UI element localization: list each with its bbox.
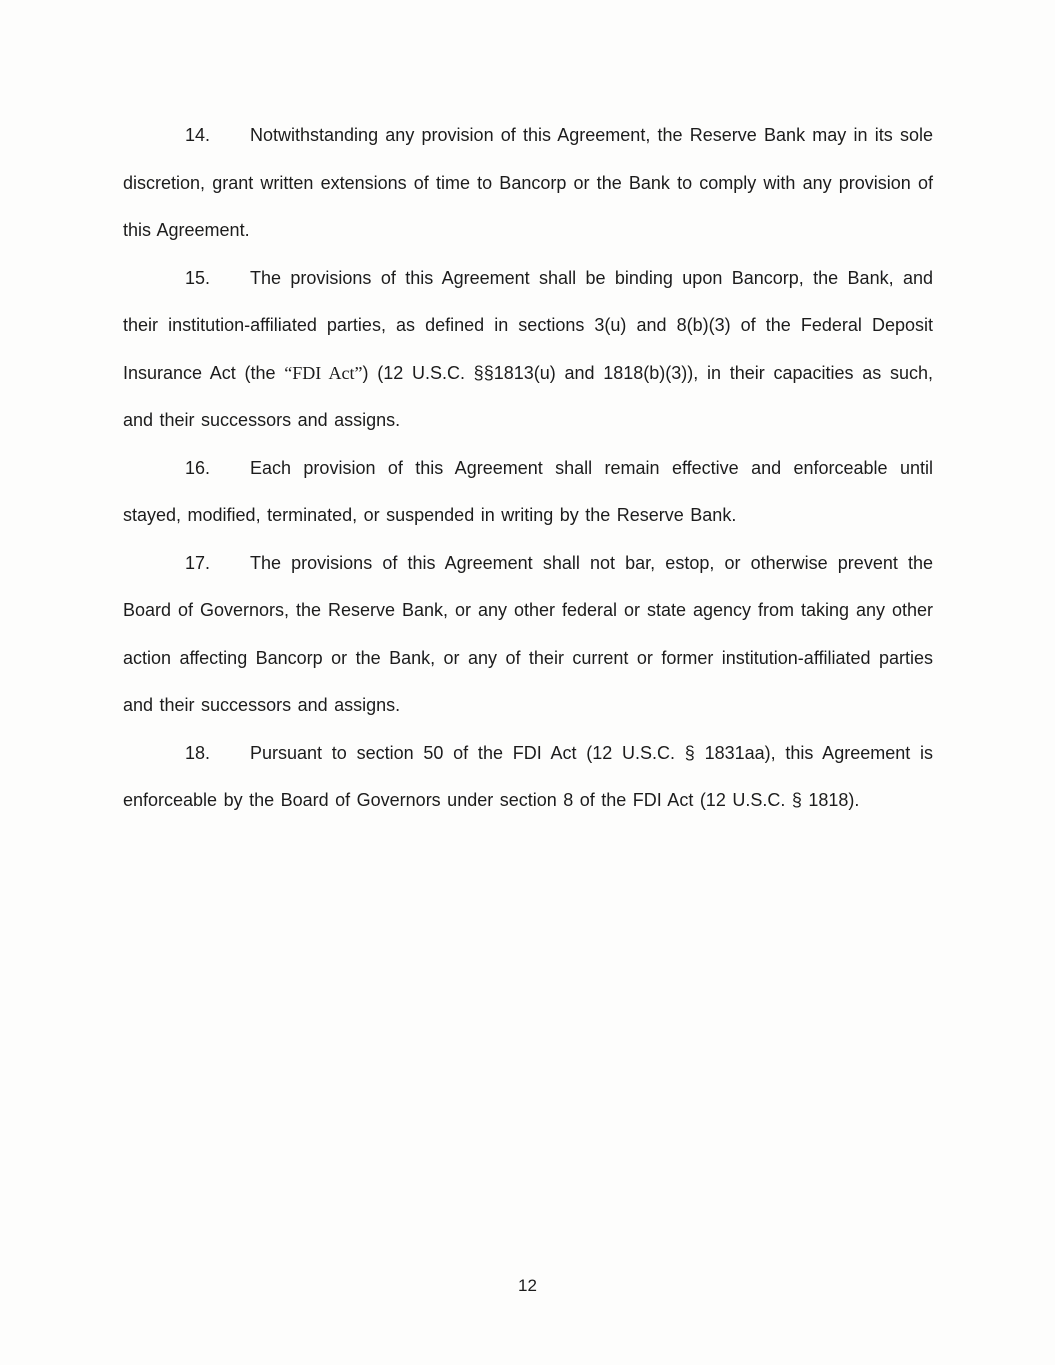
paragraph-17 bbox=[123, 540, 933, 730]
paragraph-18-text: Pursuant to section 50 of the FDI Act (12 U.S.C. § 1831aa), this Agreement is enforceable by the Board of Governors under section 8 of the FDI Act (12 U.S.C. § 1818). bbox=[123, 742, 933, 810]
paragraph-14-number: 14. bbox=[185, 125, 211, 145]
paragraph-18 bbox=[123, 730, 933, 825]
paragraph-14-text: Notwithstanding any provision of this Agreement, the Reserve Bank may in its sole discretion, grant written extensions of time to Bancorp or the Bank to comply with any provision of this Agreement. bbox=[123, 125, 933, 240]
page-number: 12 bbox=[518, 1276, 537, 1295]
paragraph-15-number: 15. bbox=[185, 267, 211, 288]
paragraph-18-number: 18. bbox=[185, 742, 211, 763]
paragraph-16-text: Each provision of this Agreement shall remain effective and enforceable until stayed, modified, terminated, or suspended in writing by the Reserve Bank. bbox=[123, 457, 933, 525]
paragraph-16 bbox=[123, 445, 933, 540]
paragraph-16-number: 16. bbox=[185, 457, 211, 478]
paragraph-17-text: The provisions of this Agreement shall not bar, estop, or otherwise prevent the Board of Governors, the Reserve Bank, or any other federal or state agency from taking any other action affecting Bancorp or the Bank, or any of their current or former institution-affiliated parties and their successors and assigns. bbox=[123, 552, 933, 715]
agreement-body bbox=[123, 112, 933, 825]
paragraph-15 bbox=[123, 255, 933, 445]
paragraph-14 bbox=[123, 112, 933, 255]
paragraph-15-text-after: ) (12 U.S.C. §§1813(u) and 1818(b)(3)), in their capacities as such, and their successors and assigns. bbox=[123, 362, 933, 430]
paragraph-17-number: 17. bbox=[185, 552, 211, 573]
paragraph-15-text-before: The provisions of this Agreement shall be binding upon Bancorp, the Bank, and their institution-affiliated parties, as defined in sections 3(u) and 8(b)(3) of the Federal Deposit Insurance Act (the bbox=[123, 267, 933, 383]
paragraph-15-fdi-act-term: “FDI Act” bbox=[284, 362, 363, 383]
